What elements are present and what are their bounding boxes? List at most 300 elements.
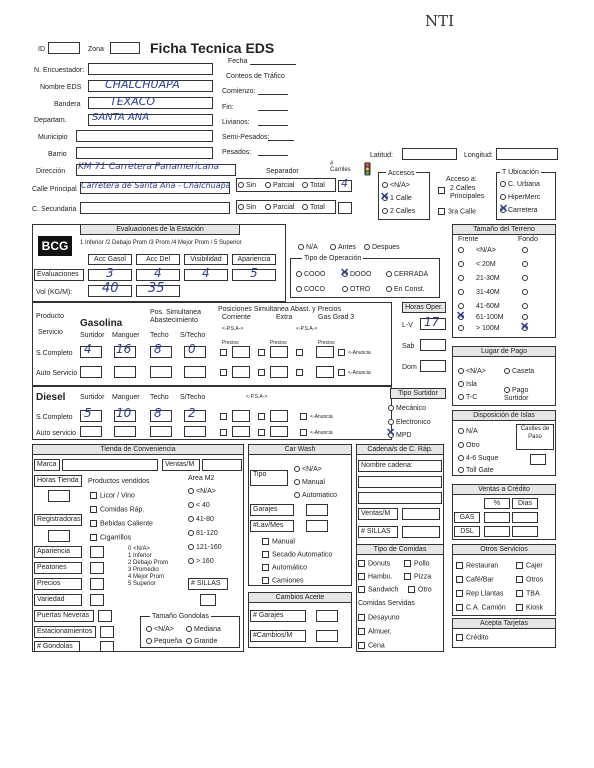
- registradoras-field[interactable]: [48, 530, 70, 542]
- nombre-eds-label: Nombre EDS: [40, 84, 82, 91]
- terreno-item-5: 61-100M: [476, 314, 504, 321]
- diesel-anuncia[interactable]: <-Anuncia: [300, 413, 333, 420]
- id-label: ID: [38, 46, 45, 53]
- islas-toll-gate[interactable]: Toll Gate: [458, 467, 494, 474]
- corner-mark: NTI: [425, 12, 455, 30]
- productos-label: Productos vendidos: [88, 478, 150, 485]
- servida-cena[interactable]: Cena: [358, 642, 385, 649]
- municipio-field[interactable]: [76, 130, 213, 142]
- dom-field[interactable]: [420, 360, 446, 372]
- diesel-auto-stecho[interactable]: [184, 426, 206, 437]
- col-acc-del: Acc Del: [136, 254, 180, 265]
- gondolas-field[interactable]: [100, 641, 114, 652]
- fecha-line[interactable]: [250, 64, 296, 65]
- diesel-stecho-label: S/Techo: [180, 394, 206, 401]
- accesos-na[interactable]: <N/A>: [382, 182, 410, 189]
- area-160[interactable]: > 160: [188, 558, 214, 565]
- diesel-auto-manguer[interactable]: [114, 426, 136, 437]
- eval-value-2: 4: [154, 266, 162, 280]
- serv-llantas[interactable]: Rep Llantas: [456, 590, 503, 597]
- car-wash-na[interactable]: <N/A>: [294, 466, 322, 473]
- garajes-field[interactable]: [306, 504, 328, 516]
- garajes-label: Garajes: [250, 504, 294, 516]
- diesel-auto-label: Auto servicio: [36, 430, 77, 437]
- tienda-sillas-label: # SILLAS: [188, 578, 228, 590]
- producto-label: Producto: [36, 313, 65, 320]
- vol-value-2: 35: [148, 281, 165, 296]
- op-cerrada[interactable]: CERRADA: [386, 271, 428, 278]
- cadena-sillas-field[interactable]: [402, 526, 440, 538]
- ubicacion-carretera-mark: ✕: [499, 203, 509, 215]
- col-apariencia: Apariencia: [232, 254, 276, 265]
- auto-anuncia[interactable]: <-Anuncia: [338, 369, 371, 376]
- diesel-surtidor-value: 5: [84, 406, 92, 420]
- scale-1: 1 Inferior: [128, 553, 152, 559]
- marca-label: Marca: [34, 459, 60, 471]
- diesel-precio-2[interactable]: [270, 410, 288, 422]
- gas-manguer-value: 16: [116, 342, 132, 356]
- separador-total-1[interactable]: Total: [302, 182, 325, 189]
- terreno-fondo: Fondo: [518, 236, 538, 243]
- pesados-label: Pesados:: [222, 149, 252, 156]
- diesel-surtidor-label: Surtidor: [80, 394, 105, 401]
- otros-servicios-title: Otros Servicios: [452, 544, 556, 555]
- ubicacion-urbana[interactable]: C. Urbana: [500, 181, 540, 188]
- terreno-item-3: 31-40M: [476, 289, 500, 296]
- estacionamientos-field[interactable]: [100, 626, 114, 638]
- zona-field[interactable]: [110, 42, 140, 54]
- cambios-m-field[interactable]: [316, 630, 338, 642]
- pago-isla[interactable]: Isla: [458, 381, 477, 388]
- comida-hambu[interactable]: Hambu.: [358, 573, 393, 580]
- area-41-80[interactable]: 41-80: [188, 516, 214, 523]
- municipio-label: Municipio: [38, 134, 68, 141]
- departamento-value: SANTA ANA: [92, 112, 150, 123]
- eval-value-3: 4: [202, 266, 210, 280]
- variedad-field[interactable]: [90, 594, 104, 606]
- gas-precio-1[interactable]: [232, 346, 250, 358]
- serv-cajer[interactable]: Cajer: [516, 562, 543, 569]
- eval-value-4: 5: [250, 266, 258, 280]
- tienda-sillas-field[interactable]: [200, 594, 216, 606]
- tienda-ventas-label: Ventas/M: [162, 459, 200, 471]
- cadena-nombre-field-2[interactable]: [358, 492, 442, 504]
- terreno-item-0: <N/A>: [476, 247, 496, 254]
- marca-field[interactable]: [62, 459, 158, 471]
- gas-grad-label: Gas Grad 3: [318, 314, 355, 321]
- auto-chk-3[interactable]: [296, 369, 306, 376]
- auto-chk-2[interactable]: [258, 369, 268, 376]
- gas-chk-2[interactable]: [258, 349, 268, 356]
- carriles-label: # Carriles: [330, 161, 351, 173]
- barrio-field[interactable]: [76, 147, 213, 159]
- zona-label: Zona: [88, 46, 104, 53]
- diesel-techo-label: Techo: [150, 394, 169, 401]
- acceso-a-2-principales-label: 2 Calles Principales: [450, 185, 485, 200]
- terreno-item-1: < 20M: [476, 261, 496, 268]
- id-field[interactable]: [48, 42, 80, 54]
- area-81-120[interactable]: 81-120: [188, 530, 218, 537]
- gas-chk-3[interactable]: [296, 349, 306, 356]
- direccion-value: KM 71 Carretera Panamericana: [78, 162, 220, 172]
- direccion-label: Dirección: [36, 168, 66, 175]
- diesel-auto-chk-1[interactable]: [220, 429, 230, 436]
- terreno-fondo-2[interactable]: [522, 275, 530, 282]
- credito-dsl-pct[interactable]: [484, 526, 510, 537]
- terreno-item-6: > 100M: [476, 325, 500, 332]
- calle-secundaria-field[interactable]: [80, 202, 230, 214]
- separador-parcial-1[interactable]: Parcial: [265, 182, 294, 189]
- islas-title: Disposición de Islas: [452, 410, 556, 421]
- credito-gas-pct[interactable]: [484, 512, 510, 523]
- credito-dias: Dias: [512, 498, 538, 509]
- terreno-frente-6[interactable]: [458, 325, 466, 332]
- accesos-title: Accesos: [388, 170, 415, 177]
- cadena-nombre-label: Nombre cadena:: [358, 460, 442, 472]
- comida-sandwich[interactable]: Sandwich: [358, 586, 398, 593]
- evaluaciones-scale: 1 Inferior /2 Debajo Prom /3 Prom /4 Mejor Prom / 5 Superior: [80, 240, 242, 246]
- bandera-value: TEXACO: [110, 95, 156, 108]
- credito-dsl-label: DSL: [454, 526, 480, 537]
- acceso-a-3ra[interactable]: 3ra Calle: [438, 208, 476, 215]
- dom-label: Dom: [402, 364, 417, 371]
- auto-surtidor-field[interactable]: [80, 366, 102, 378]
- terreno-fondo-3[interactable]: [522, 289, 530, 296]
- sab-label: Sab: [402, 343, 415, 350]
- prod-bebidas[interactable]: Bebidas Caliente: [90, 520, 153, 527]
- gas-stecho-value: 0: [188, 342, 196, 356]
- diesel-auto-surtidor[interactable]: [80, 426, 102, 437]
- comidas-servidas-title: Comidas Servidas: [358, 600, 415, 607]
- accesos-2-calles[interactable]: 2 Calles: [382, 208, 415, 215]
- acceso-a-title: Acceso a:: [446, 176, 477, 183]
- calle-secundaria-label: C. Secundaria: [32, 206, 77, 213]
- latitud-field[interactable]: [402, 148, 457, 160]
- gondola-mediana[interactable]: Mediana: [186, 626, 221, 633]
- area-121-160[interactable]: 121-160: [188, 544, 222, 551]
- diesel-techo-value: 8: [154, 406, 162, 420]
- puertas-label: Puertas Neveras: [34, 610, 94, 622]
- surtidor-mpd[interactable]: MPD: [388, 432, 412, 439]
- extra-label: Extra: [276, 314, 293, 321]
- prod-cigarrillos[interactable]: Cigarrillos: [90, 534, 131, 541]
- evaluaciones-row-label: Evaluaciones: [34, 269, 84, 281]
- manguer-label: Manguer: [112, 332, 140, 339]
- op-otro[interactable]: OTRO: [342, 286, 370, 293]
- prod-comidas[interactable]: Comidas Ráp.: [90, 506, 144, 513]
- puertas-field[interactable]: [98, 610, 112, 622]
- precios-2: Precios: [270, 340, 287, 346]
- lav-mes-label: #Lav/Mes: [250, 520, 294, 532]
- islas-4-6[interactable]: 4-6 Suque: [458, 455, 498, 462]
- precios-label: Precios: [34, 578, 82, 590]
- cambios-m-label: #Cambios/M: [250, 630, 306, 642]
- terreno-frente-0[interactable]: [458, 247, 466, 254]
- traffic-light-icon: 🚦: [360, 162, 375, 176]
- terreno-fondo-0[interactable]: [522, 247, 530, 254]
- serv-otros[interactable]: Otros: [516, 576, 543, 583]
- car-wash-opt-manual[interactable]: Manual: [262, 538, 295, 545]
- serv-kiosk[interactable]: Kiosk: [516, 604, 543, 611]
- scale-0: 0 <N/A>: [128, 546, 151, 552]
- auto-chk-1[interactable]: [220, 369, 230, 376]
- serv-camion[interactable]: C.A. Camión: [456, 604, 506, 611]
- pago-surtidor[interactable]: Pago Surtidor: [504, 387, 529, 402]
- tienda-title: Tienda de Conveniencia: [32, 444, 244, 455]
- gas-chk-1[interactable]: [220, 349, 230, 356]
- area-label: Area M2: [188, 475, 215, 482]
- terreno-item-4: 41-60M: [476, 303, 500, 310]
- techo-label: Techo: [150, 332, 169, 339]
- semi-label: Semi-Pesados:: [222, 134, 270, 141]
- gas-techo-value: 8: [154, 342, 162, 356]
- page-title: Ficha Tecnica EDS: [150, 40, 275, 56]
- calle-principal-label: Calle Principal: [32, 186, 77, 193]
- surtidor-electronico[interactable]: Electronico: [388, 419, 431, 426]
- evaluaciones-title: Evaluaciones de la Estación: [80, 224, 240, 235]
- terreno-title: Tamaño del Terreno: [452, 224, 556, 235]
- eval-value-1: 3: [106, 266, 114, 280]
- cambios-title: Cambios Aceite: [248, 592, 352, 603]
- auto-precio-3[interactable]: [316, 366, 334, 378]
- gondolas-label: # Gondolas: [34, 641, 80, 652]
- fecha-label: Fecha: [228, 58, 248, 65]
- gasolina-label: Gasolina: [80, 318, 123, 329]
- longitud-label: Longitud:: [464, 152, 493, 159]
- col-visibilidad: Visibilidad: [184, 254, 228, 265]
- op-en-const[interactable]: En Const.: [386, 286, 425, 293]
- cadena-sillas-label: # SILLAS: [358, 526, 398, 538]
- surtidor-label: Surtidor: [80, 332, 105, 339]
- separador-sin-2[interactable]: Sin: [238, 204, 256, 211]
- area-na[interactable]: <N/A>: [188, 488, 216, 495]
- posiciones-label: Posiciones Simultanea Abast. y Precios: [218, 306, 341, 313]
- tipo-surtidor-title: Tipo Surtidor: [390, 388, 446, 399]
- tipo-operacion-title: Tipo de Operación: [304, 255, 362, 262]
- encuestador-label: N. Encuestador:: [34, 67, 85, 74]
- scale-4: 4 Mejor Prom: [128, 574, 165, 580]
- pago-na[interactable]: <N/A>: [458, 368, 486, 375]
- auto-precio-1[interactable]: [232, 366, 250, 378]
- registradoras-label: Registradoras: [34, 514, 82, 526]
- eval-antes[interactable]: Antes: [330, 244, 356, 251]
- car-wash-opt-secado[interactable]: Secado Automatico: [262, 551, 332, 558]
- accesos-1-calle-mark: ✕: [380, 191, 390, 203]
- diesel-auto-chk-2[interactable]: [258, 429, 268, 436]
- psa-2: <-P.S.A->: [296, 326, 318, 332]
- precios-1: Precios: [222, 340, 239, 346]
- comida-pollo[interactable]: Pollo: [404, 560, 430, 567]
- barrio-label: Barrio: [48, 151, 67, 158]
- servicio-label: Servicio: [38, 329, 63, 336]
- conteos-title: Conteos de Tráfico: [226, 73, 285, 80]
- stecho-label: S/Techo: [180, 332, 206, 339]
- cadena-ventas-field[interactable]: [402, 508, 440, 520]
- scale-2: 2 Debajo Prom: [128, 560, 169, 566]
- separador-parcial-2[interactable]: Parcial: [265, 204, 294, 211]
- precios-3: Precios: [318, 340, 335, 346]
- livianos-line[interactable]: [258, 125, 288, 126]
- semi-line[interactable]: [268, 140, 294, 141]
- auto-stecho-field[interactable]: [184, 366, 206, 378]
- horas-tienda-field[interactable]: [48, 490, 70, 502]
- peatones-field[interactable]: [90, 562, 104, 574]
- diesel-chk-1[interactable]: [220, 413, 230, 420]
- carriles-field-2[interactable]: [338, 202, 352, 214]
- serv-restauran[interactable]: Restauran: [456, 562, 498, 569]
- diesel-auto-precio-2[interactable]: [270, 426, 288, 437]
- sab-field[interactable]: [420, 339, 446, 351]
- terreno-item-2: 21-30M: [476, 275, 500, 282]
- variedad-label: Variedad: [34, 594, 82, 606]
- terreno-frente-1[interactable]: [458, 261, 466, 268]
- gas-anuncia-1[interactable]: <-Anuncia: [338, 349, 371, 356]
- car-wash-opt-auto[interactable]: Automático: [262, 564, 307, 571]
- cadena-nombre-field-1[interactable]: [358, 476, 442, 488]
- diesel-auto-techo[interactable]: [150, 426, 172, 437]
- horas-tienda-label: Horas Tienda: [34, 475, 82, 487]
- cadena-ventas-label: Ventas/M: [358, 508, 398, 520]
- lv-label: L-V: [402, 322, 413, 329]
- latitud-label: Latitud:: [370, 152, 393, 159]
- pago-tc[interactable]: T-C: [458, 394, 477, 401]
- gondola-pequena[interactable]: Pequeña: [146, 638, 182, 645]
- serv-cafe[interactable]: Café/Bar: [456, 576, 494, 583]
- terreno-frente-mark: ✕: [456, 310, 466, 322]
- longitud-field[interactable]: [496, 148, 558, 160]
- precios-field[interactable]: [90, 578, 104, 590]
- terreno-frente-3[interactable]: [458, 289, 466, 296]
- lugar-pago-title: Lugar de Pago: [452, 346, 556, 357]
- credito-pct: %: [484, 498, 510, 509]
- diesel-precio-1[interactable]: [232, 410, 250, 422]
- psa-1: <-P.S.A->: [222, 326, 244, 332]
- estacionamientos-label: Estacionamientos: [34, 626, 96, 638]
- fin-label: Fin:: [222, 104, 234, 111]
- diesel-auto-anuncia[interactable]: <-Anuncia: [300, 429, 333, 436]
- lav-mes-field[interactable]: [306, 520, 328, 532]
- nombre-eds-value: CHALCHUAPA: [105, 78, 180, 91]
- diesel-label: Diesel: [36, 392, 66, 403]
- col-acc-gasol: Acc Gasol: [88, 254, 132, 265]
- car-wash-opt-camiones[interactable]: Camiones: [262, 577, 304, 584]
- cambios-garajes-label: # Garajes: [250, 610, 306, 622]
- diesel-s-completo-label: S.Completo: [36, 414, 73, 421]
- tam-gondolas-title: Tamaño Gondolas: [152, 613, 209, 620]
- separador-sin-1[interactable]: Sin: [238, 182, 256, 189]
- comienzo-line[interactable]: [258, 94, 288, 95]
- vol-value-1: 40: [102, 281, 119, 296]
- credito-gas-label: GAS: [454, 512, 480, 523]
- accesos-1-calle[interactable]: 1 Calle: [382, 195, 412, 202]
- surtidor-mecanico[interactable]: Mecánico: [388, 405, 426, 412]
- comida-pizza[interactable]: Pizza: [404, 573, 431, 580]
- carriles-value: 4: [341, 177, 348, 190]
- fin-line[interactable]: [258, 110, 288, 111]
- car-wash-title: Car Wash: [248, 444, 352, 455]
- servida-desayuno[interactable]: Desayuno: [358, 614, 400, 621]
- op-dooo[interactable]: DOOO: [342, 271, 371, 278]
- serv-tba[interactable]: TBA: [516, 590, 540, 597]
- vol-label: Vol (KG/M):: [36, 289, 73, 296]
- gondola-grande[interactable]: Grande: [186, 638, 217, 645]
- scale-5: 5 Superior: [128, 581, 156, 587]
- gas-surtidor-value: 4: [84, 342, 92, 356]
- eval-na[interactable]: N/A: [298, 244, 318, 251]
- islas-otro[interactable]: Otro: [458, 442, 480, 449]
- auto-precio-2[interactable]: [270, 366, 288, 378]
- ubicacion-carretera[interactable]: Carretera: [500, 207, 538, 214]
- islas-na[interactable]: N/A: [458, 428, 478, 435]
- tarjeta-credito[interactable]: Crédito: [456, 634, 489, 641]
- car-wash-manual[interactable]: Manual: [294, 479, 325, 486]
- acceso-a-2-principales[interactable]: [438, 187, 448, 194]
- tipo-comidas-title: Tipo de Comidas: [356, 544, 444, 555]
- diesel-stecho-value: 2: [188, 406, 196, 420]
- gas-precio-3[interactable]: [316, 346, 334, 358]
- corriente-label: Corriente: [222, 314, 251, 321]
- encuestador-field[interactable]: [88, 63, 213, 75]
- credito-gas-dias[interactable]: [512, 512, 538, 523]
- peatones-label: Peatones: [34, 562, 82, 574]
- eval-despues[interactable]: Despues: [364, 244, 400, 251]
- op-coco[interactable]: COCO: [296, 286, 325, 293]
- comida-otro[interactable]: Otro: [408, 586, 432, 593]
- pago-caseta[interactable]: Caseta: [504, 368, 534, 375]
- cambios-garajes-field[interactable]: [316, 610, 338, 622]
- terreno-fondo-1[interactable]: [522, 261, 530, 268]
- ubicacion-title: T Ubicación: [502, 169, 539, 176]
- terreno-fondo-4[interactable]: [522, 303, 530, 310]
- diesel-chk-2[interactable]: [258, 413, 268, 420]
- calle-principal-value: Carretera de Santa Ana - Chalchuapa: [81, 181, 231, 190]
- auto-techo-field[interactable]: [150, 366, 172, 378]
- terreno-fondo-mark: ✕: [520, 321, 530, 333]
- terreno-frente-2[interactable]: [458, 275, 466, 282]
- tarjetas-title: Acepta Tarjetas: [452, 618, 556, 629]
- lv-value: 17: [424, 315, 440, 329]
- livianos-label: Livianos:: [222, 119, 250, 126]
- prod-licor[interactable]: Licor / Vino: [90, 492, 135, 499]
- bcg-logo: BCG: [38, 236, 72, 256]
- op-cooo[interactable]: COOO: [296, 271, 325, 278]
- servida-almuerzo[interactable]: Almuer.: [358, 628, 392, 635]
- comienzo-label: Comienzo:: [222, 88, 256, 95]
- diesel-auto-precio-1[interactable]: [232, 426, 250, 437]
- tienda-ventas-field[interactable]: [202, 459, 242, 471]
- op-dooo-mark: ✕: [340, 267, 350, 279]
- diesel-psa: <-P.S.A->: [246, 394, 268, 400]
- area-40[interactable]: < 40: [188, 502, 210, 509]
- islas-castles: Castles de Paso: [516, 424, 554, 450]
- car-wash-auto[interactable]: Automatico: [294, 492, 337, 499]
- credito-title: Ventas a Crédito: [452, 484, 556, 495]
- apariencia-field[interactable]: [90, 546, 104, 558]
- departamento-label: Departam.: [34, 117, 67, 124]
- credito-dsl-dias[interactable]: [512, 526, 538, 537]
- gas-precio-2[interactable]: [270, 346, 288, 358]
- gondola-na[interactable]: <N/A>: [146, 626, 174, 633]
- bandera-label: Bandera: [54, 101, 81, 108]
- comida-donuts[interactable]: Donuts: [358, 560, 390, 567]
- separador-label: Separador: [266, 168, 299, 175]
- pesados-line[interactable]: [258, 155, 288, 156]
- auto-manguer-field[interactable]: [114, 366, 136, 378]
- cadena-title: Cadena/s de C. Ráp.: [356, 444, 444, 455]
- islas-castles-field[interactable]: [530, 454, 546, 465]
- separador-total-2[interactable]: Total: [302, 204, 325, 211]
- ubicacion-hipermerc[interactable]: HiperMerc: [500, 194, 540, 201]
